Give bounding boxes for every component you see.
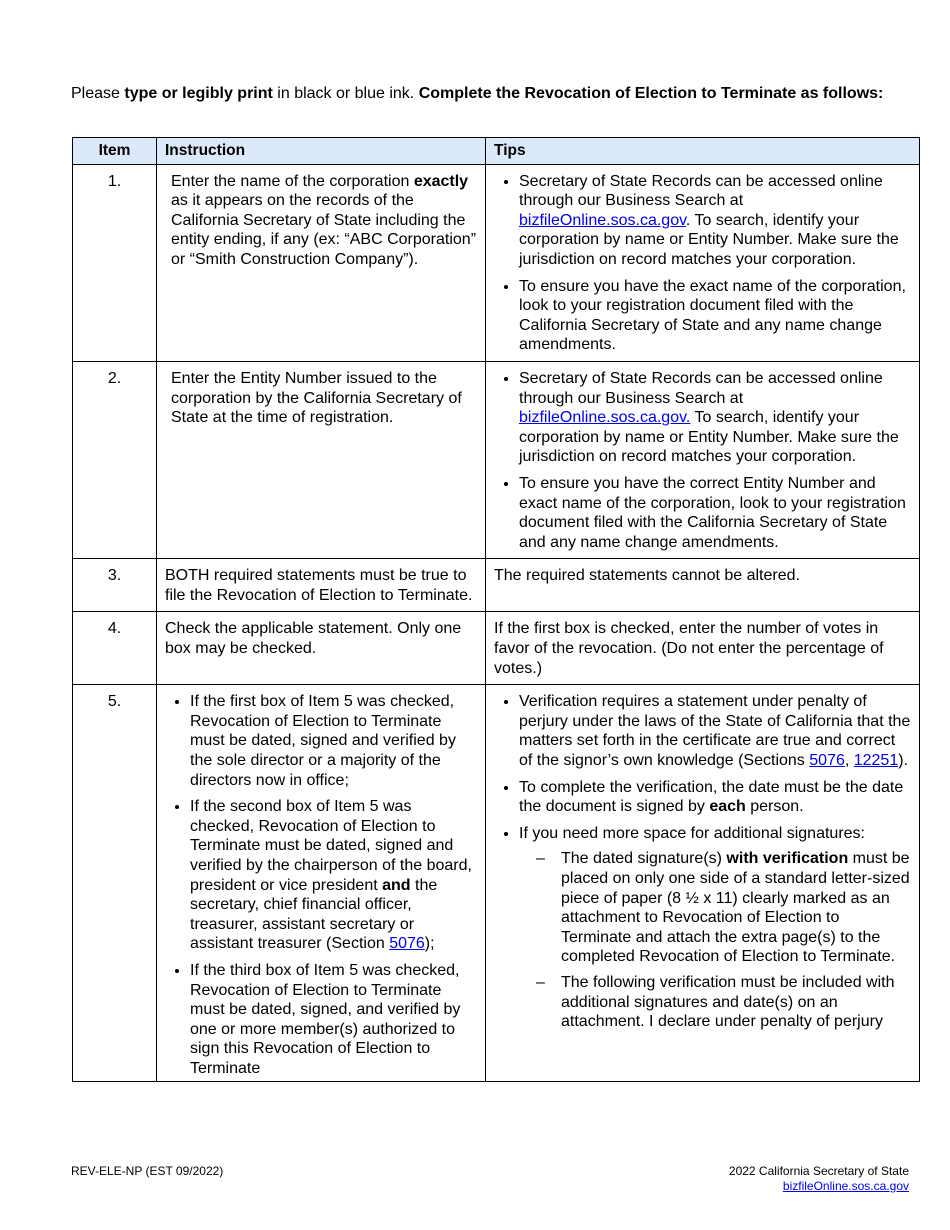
bizfile-link[interactable]: bizfileOnline.sos.ca.gov. <box>519 409 691 427</box>
table-row <box>73 164 920 361</box>
section-5076-link[interactable]: 5076 <box>389 935 425 953</box>
table-row <box>73 559 920 612</box>
header-item: Item <box>73 138 157 165</box>
instruction-cell: Enter the Entity Number issued to the corporation by the California Secretary of State at the time of registration. <box>157 361 486 558</box>
form-id: REV-ELE-NP (EST 09/2022) <box>71 1164 224 1178</box>
instruction-cell: BOTH required statements must be true to file the Revocation of Election to Terminate. <box>157 559 486 612</box>
dash-marker: – <box>536 973 545 991</box>
table-header-row <box>73 138 920 165</box>
instruction-bullet: • If the third box of Item 5 was checked, Revocation of Election to Terminate must be dated, signed, and verified by one or more member(s) authorized to sign this Revocation of Election to Terminate <box>190 961 477 1075</box>
instruction-cell: Check the applicable statement. Only one box may be checked. <box>157 612 486 685</box>
tip-bullet: • To ensure you have the exact name of the corporation, look to your registration document filed with the California Secretary of State and any name change amendments. <box>519 277 911 355</box>
item-number: 4. <box>73 612 157 685</box>
instructions-table <box>72 137 920 1082</box>
table-row <box>73 361 920 558</box>
tip-bullet: • Verification requires a statement under penalty of perjury under the laws of the State of California that the matters set forth in the certificate are true and correct of the signor’s own knowledge (Sections 5076, 12251). <box>519 692 911 770</box>
item-number: 3. <box>73 559 157 612</box>
tip-bullet: • Secretary of State Records can be accessed online through our Business Search at bizfileOnline.sos.ca.gov. To search, identify your corporation by name or Entity Number. Make sure the jurisdiction on record matches your corporation. <box>519 369 911 467</box>
instruction-bullet: • If the first box of Item 5 was checked, Revocation of Election to Terminate must be dated, signed and verified by the sole director or a majority of the directors now in office; <box>190 692 477 790</box>
table-row <box>73 685 920 1082</box>
section-12251-link[interactable]: 12251 <box>853 752 899 770</box>
footer-right <box>729 1164 909 1194</box>
header-instruction: Instruction <box>157 138 486 165</box>
bizfile-link[interactable]: bizfileOnline.sos.ca.gov <box>519 211 686 229</box>
dash-marker: – <box>536 850 545 868</box>
tips-cell <box>486 164 920 361</box>
tips-cell <box>486 685 920 1082</box>
footer-bizfile-link[interactable]: bizfileOnline.sos.ca.gov <box>782 1179 909 1193</box>
instruction-cell: Enter the name of the corporation exactly as it appears on the records of the California Secretary of State including the entity ending, if any (ex: “ABC Corporation” or “Smith Construction Company”). <box>157 164 486 361</box>
instruction-bullet: • If the second box of Item 5 was checked, Revocation of Election to Terminate must be dated, signed and verified by the chairperson of the board, president or vice president and the secretary, chief financial officer, treasurer, assistant secretary or assistant treasurer (Section 5076); <box>190 797 477 954</box>
intro-paragraph: Please type or legibly print in black or blue ink. Complete the Revocation of Election to Terminate as follows: <box>71 85 884 102</box>
tip-subitem: – The dated signature(s) with verification must be placed on only one side of a standard letter-sized piece of paper (8 ½ x 11) clearly marked as an attachment to Revocation of Election to Terminate and attach the extra page(s) to the completed Revocation of Election to Terminate. <box>536 850 910 966</box>
tip-bullet: • To complete the verification, the date must be the date the document is signed by each person. <box>519 778 911 817</box>
section-5076-link[interactable]: 5076 <box>809 752 845 770</box>
tip-bullet: • To ensure you have the correct Entity Number and exact name of the corporation, look to your registration document filed with the California Secretary of State and any name change amendments. <box>519 474 911 552</box>
item-number: 5. <box>73 685 157 1082</box>
tip-bullet: • Secretary of State Records can be accessed online through our Business Search at bizfileOnline.sos.ca.gov. To search, identify your corporation by name or Entity Number. Make sure the jurisdiction on record matches your corporation. <box>519 172 911 270</box>
tips-cell <box>486 361 920 558</box>
item-number: 1. <box>73 164 157 361</box>
item-number: 2. <box>73 361 157 558</box>
header-tips: Tips <box>486 138 920 165</box>
copyright: 2022 California Secretary of State <box>728 1164 909 1178</box>
tip-subitem: – The following verification must be included with additional signatures and date(s) on an attachment. I declare under penalty of perjury <box>536 973 895 1031</box>
table-row <box>73 612 920 685</box>
tips-cell: If the first box is checked, enter the number of votes in favor of the revocation. (Do not enter the percentage of votes.) <box>486 612 920 685</box>
tips-cell: The required statements cannot be altered. <box>486 559 920 612</box>
instruction-cell <box>157 685 486 1082</box>
tip-bullet: • If you need more space for additional signatures: – The dated signature(s) with verification must be placed on only one side of a standard letter-sized piece of paper (8 ½ x 11) clearly marked as an attachment to Revocation of Election to Terminate and attach the extra page(s) to the completed Revocation of Election to Terminate. – The following verification must be included with additional signatures and date(s) on an attachment. I declare under penalty of perjury <box>519 824 911 1032</box>
